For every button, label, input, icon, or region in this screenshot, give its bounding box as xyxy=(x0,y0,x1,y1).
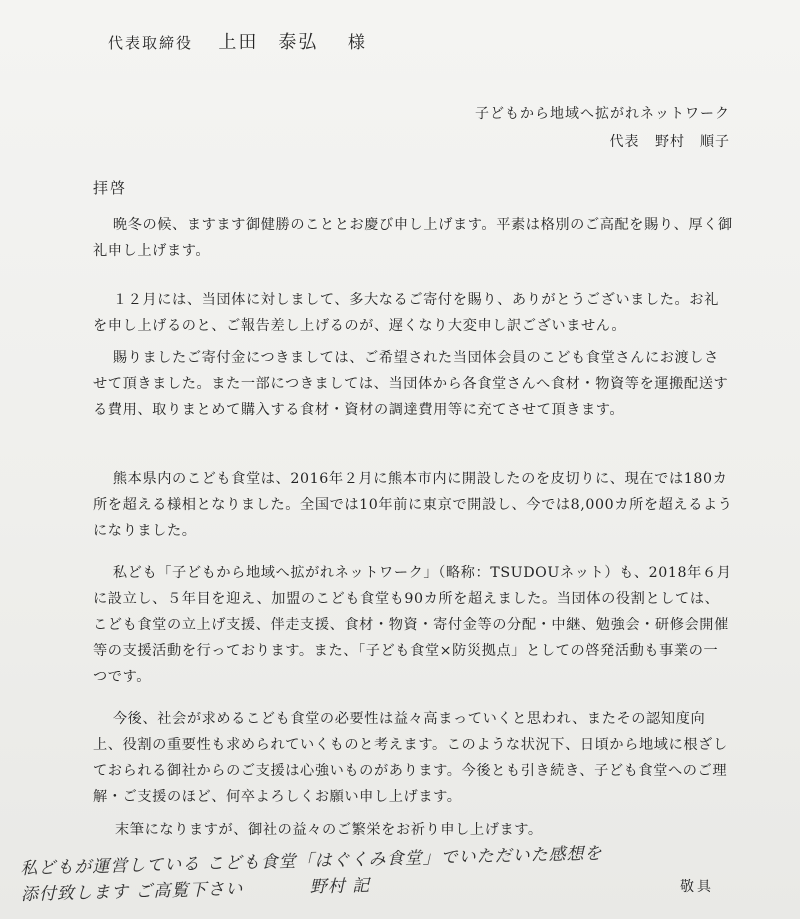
salutation: 拝啓 xyxy=(93,179,128,197)
handwritten-note xyxy=(20,841,604,908)
handwritten-line-1: 私どもが運営している こども食堂「はぐくみ食堂」でいただいた感想を xyxy=(20,843,603,879)
closing-line: 末筆になりますが、御社の益々のご繁栄をお祈り申し上げます。 xyxy=(115,822,543,838)
paragraph-organization: 私ども「子どもから地域へ拡がれネットワーク」（略称：TSUDOUネット）も、2018年６月に設立し、５年目を迎え、加盟のこども食堂も90カ所を超えました。当団体の役割としては、こども食堂の立上げ支援、伴走支援、食材・物資・寄付金等の分配・中継、勉強会・研修会開催等の支援活動を行っております。また、「子ども食堂×防災拠点」としての啓発活動も事業の一つです。 xyxy=(93,565,732,685)
paragraph-thanks: １２月には、当団体に対しまして、多大なるご寄付を賜り、ありがとうございました。お礼を申し上げるのと、ご報告差し上げるのが、遅くなり大変申し訳ございません。 xyxy=(93,292,719,334)
addressee-honorific: 様 xyxy=(347,33,367,53)
sender-rep-name: 野村 順子 xyxy=(655,134,730,150)
paragraph-outlook: 今後、社会が求めるこども食堂の必要性は益々高まっていくと思われ、またその認知度向上、役割の重要性も求められていくものと考えます。このような状況下、日頃から地域に根ざしておられる御社からのご支援は心強いものがあります。今後とも引き続き、子ども食堂へのご理解・ご支援のほど、何卒よろしくお願い申し上げます。 xyxy=(93,711,728,805)
paragraph-donation-use: 賜りましたご寄付金につきましては、ご希望された当団体会員のこども食堂さんにお渡しさせて頂きました。また一部につきましては、当団体から各食堂さんへ食材・物資等を運搬配送する費用、取りまとめて購入する食材・資材の調達費用等に充てさせて頂きます。 xyxy=(93,350,729,418)
sender-representative xyxy=(475,128,730,156)
paragraph-greeting: 晩冬の候、ますます御健勝のこととお慶び申し上げます。平素は格別のご高配を賜り、厚く御礼申し上げます。 xyxy=(93,217,733,259)
handwritten-signature: 野村 記 xyxy=(309,875,371,898)
paragraph-kumamoto: 熊本県内のこども食堂は、2016年２月に熊本市内に開設したのを皮切りに、現在では180カ所を超える様相となりました。全国では10年前に東京で開設し、今では8,000カ所を超えるようになりました。 xyxy=(93,471,733,539)
addressee xyxy=(108,28,367,54)
sender-block xyxy=(475,100,730,156)
addressee-name: 上田 泰弘 xyxy=(218,32,319,53)
addressee-role: 代表取締役 xyxy=(108,34,194,52)
handwritten-line-2-text: 添付致します ご高覧下さい xyxy=(20,879,244,905)
keigu: 敬具 xyxy=(680,879,714,895)
sender-organization: 子どもから地域へ拡がれネットワーク xyxy=(475,106,730,122)
sender-rep-title: 代表 xyxy=(609,134,640,150)
